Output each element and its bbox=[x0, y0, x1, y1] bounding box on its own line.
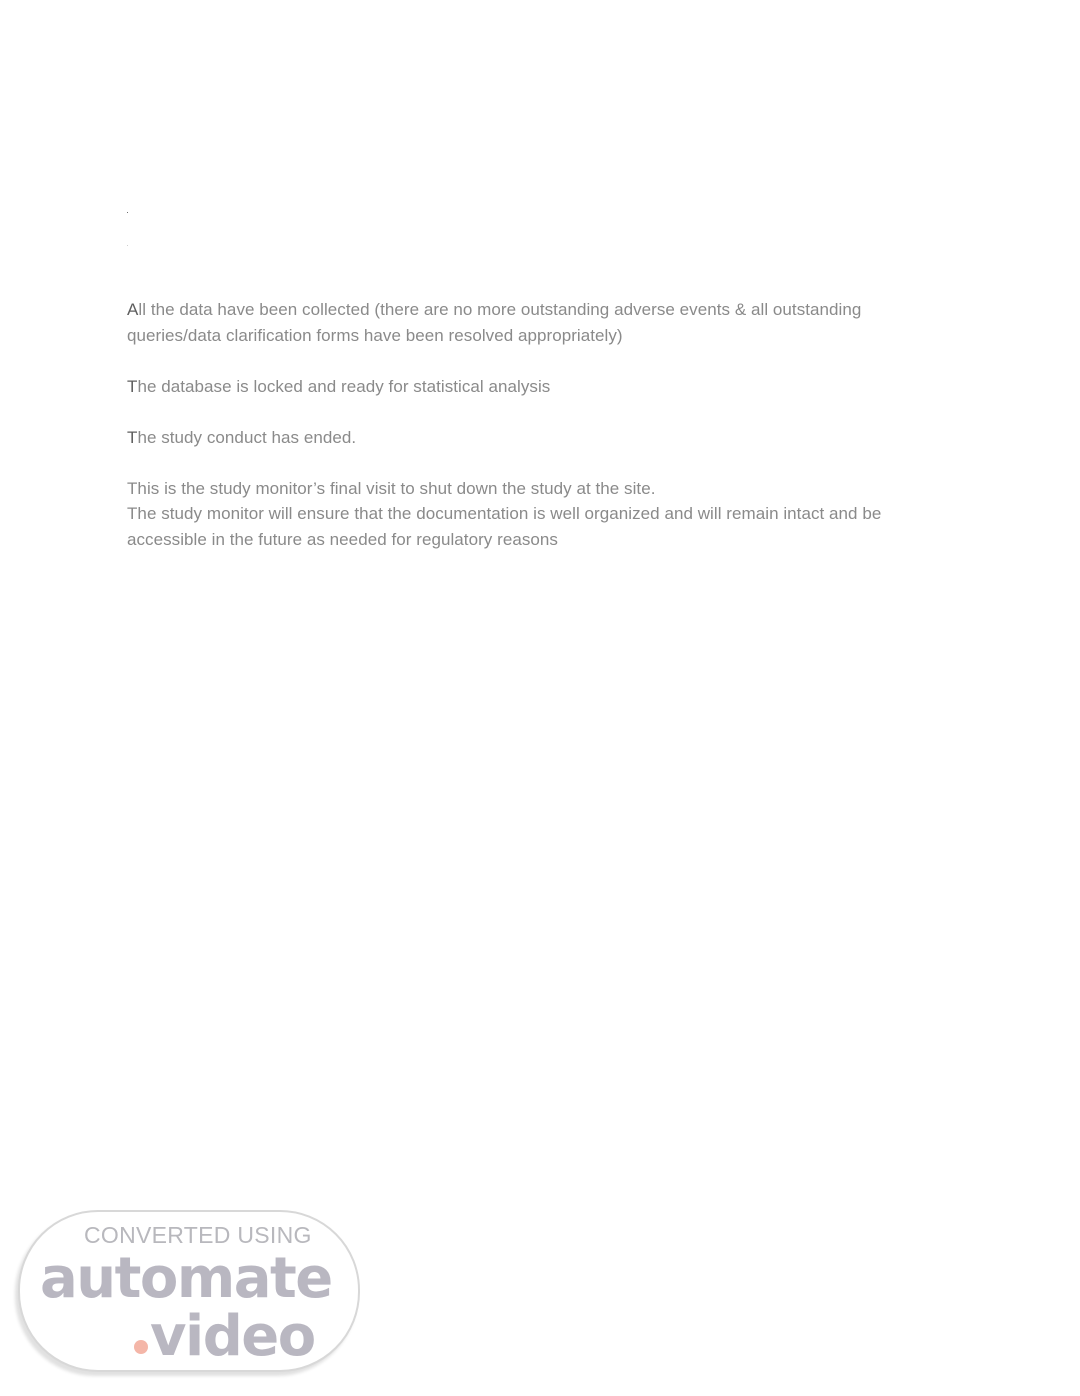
watermark-brand-line1: automate bbox=[40, 1246, 332, 1311]
text-line bbox=[127, 374, 947, 400]
watermark-brand-line2-text: video bbox=[150, 1304, 315, 1369]
line-text: ll the data have been collected (there are no more outstanding adverse events & all outstanding bbox=[138, 300, 862, 319]
paragraph-study-ended bbox=[127, 425, 947, 451]
watermark-caption: CONVERTED USING bbox=[84, 1222, 312, 1248]
paragraph-database-locked bbox=[127, 374, 947, 400]
text-line bbox=[127, 425, 947, 451]
stray-mark bbox=[127, 245, 128, 246]
text-line: The study monitor will ensure that the documentation is well organized and will remain intact and be bbox=[127, 504, 882, 523]
initial-letter: T bbox=[127, 376, 138, 396]
stray-mark bbox=[127, 212, 128, 213]
line-text: he database is locked and ready for statistical analysis bbox=[137, 376, 551, 396]
initial-letter: T bbox=[127, 427, 138, 447]
paragraph-final-visit bbox=[127, 476, 947, 553]
initial-letter: A bbox=[127, 300, 139, 319]
text-line: accessible in the future as needed for regulatory reasons bbox=[127, 529, 558, 549]
document-body bbox=[127, 297, 947, 552]
line-text: he study conduct has ended. bbox=[137, 427, 357, 447]
watermark-brand-line2 bbox=[128, 1304, 315, 1369]
converted-using-watermark-badge bbox=[18, 1210, 360, 1372]
text-line bbox=[127, 297, 947, 323]
paragraph-data-collected bbox=[127, 297, 947, 348]
text-line: queries/data clarification forms have been resolved appropriately) bbox=[127, 325, 623, 345]
text-line: This is the study monitor’s final visit to shut down the study at the site. bbox=[127, 478, 656, 498]
